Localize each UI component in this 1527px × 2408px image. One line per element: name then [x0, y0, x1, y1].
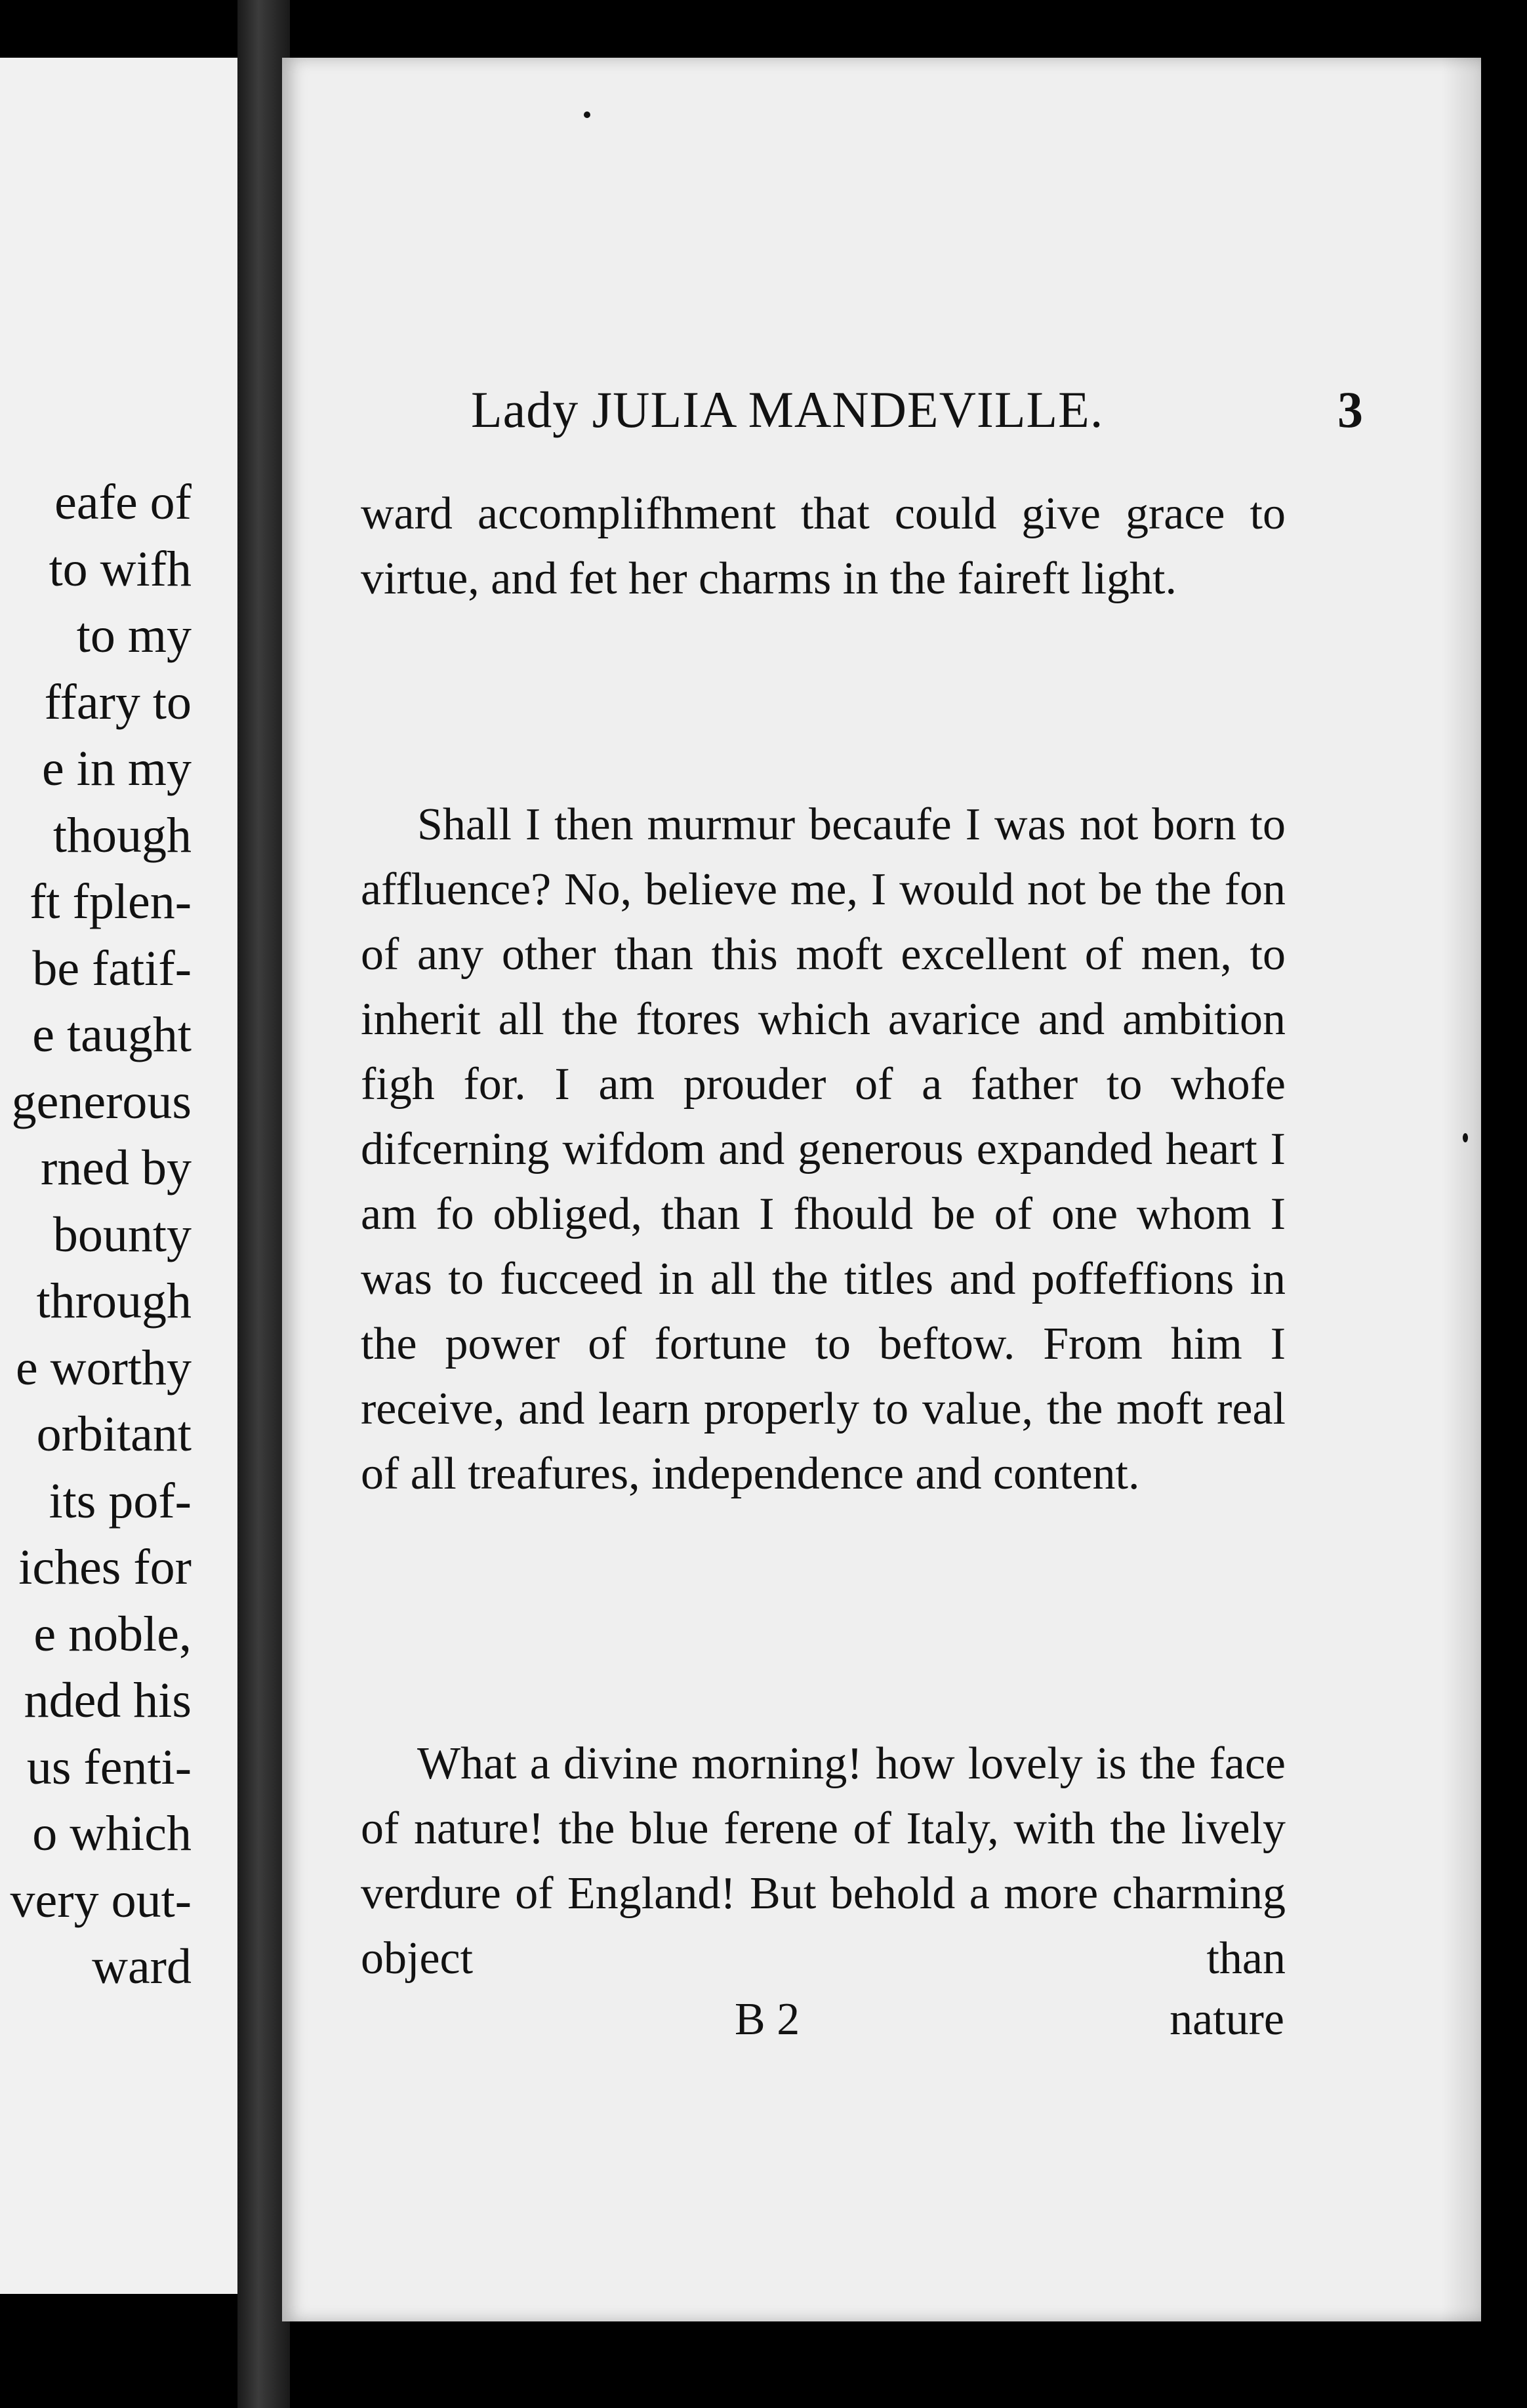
facing-page-line: e taught: [32, 1007, 192, 1062]
book-page: [282, 58, 1481, 2321]
facing-page-line: orbitant: [36, 1407, 192, 1462]
facing-page-line: ward: [92, 1939, 192, 1994]
facing-page-line: nded his: [24, 1673, 192, 1728]
facing-page-line: generous: [11, 1074, 192, 1129]
facing-page-line: o which: [32, 1806, 192, 1861]
facing-page-fragment: [0, 58, 237, 2294]
facing-page-line: e noble,: [33, 1606, 192, 1662]
facing-page-line: bounty: [52, 1207, 192, 1262]
facing-page-line: ft fplen-: [30, 874, 192, 929]
facing-page-line: through: [36, 1274, 192, 1329]
facing-page-line: ffary to: [44, 674, 192, 730]
facing-page-line: rned by: [40, 1140, 192, 1195]
paragraph-2: Shall I then murmur becaufe I was not born to affluence? No, believe me, I would not be the fon of any other than this moft excellent of men, to inherit all the ftores which avarice and ambition figh for. I am prouder of a father to whofe difcerning wifdom and generous expanded heart I am fo obliged, than I fhould be of one whom I was to fucceed in all the titles and poffeffions in the power of fortune to beftow. From him I receive, and learn properly to value, the moft real of all treafures, independence and content.: [361, 799, 1286, 1499]
facing-page-line: e worthy: [15, 1340, 192, 1395]
paragraph-3: What a divine morning! how lovely is the face of nature! the blue ferene of Italy, with the lively verdure of England! But behold a more charming object than: [361, 1738, 1286, 1984]
ink-speck: [1463, 1133, 1468, 1142]
facing-page-line: us fenti-: [26, 1739, 192, 1795]
ink-speck: [584, 111, 590, 118]
facing-page-line: be fatif-: [32, 940, 192, 996]
facing-page-line: though: [52, 807, 192, 863]
page-footer: [282, 1994, 1481, 2059]
facing-page-line: to my: [76, 608, 192, 663]
facing-page-line: eafe of: [54, 475, 192, 530]
facing-page-line: to wifh: [49, 541, 192, 597]
page-edge-shadow: [1442, 58, 1481, 2321]
facing-page-line: iches for: [18, 1540, 192, 1595]
catchword: nature: [1170, 1994, 1284, 2045]
signature-mark: B 2: [735, 1994, 800, 2045]
running-title: Lady JULIA MANDEVILLE.: [471, 381, 1104, 438]
facing-page-line: its pof-: [49, 1473, 192, 1529]
paragraph-1: ward accomplifhment that could give grace to virtue, and fet her charms in the faireft light.: [361, 489, 1286, 604]
page-header: [471, 380, 1363, 452]
facing-page-line: e in my: [42, 741, 192, 796]
facing-page-line: very out-: [10, 1872, 192, 1928]
page-number: 3: [1337, 381, 1363, 438]
